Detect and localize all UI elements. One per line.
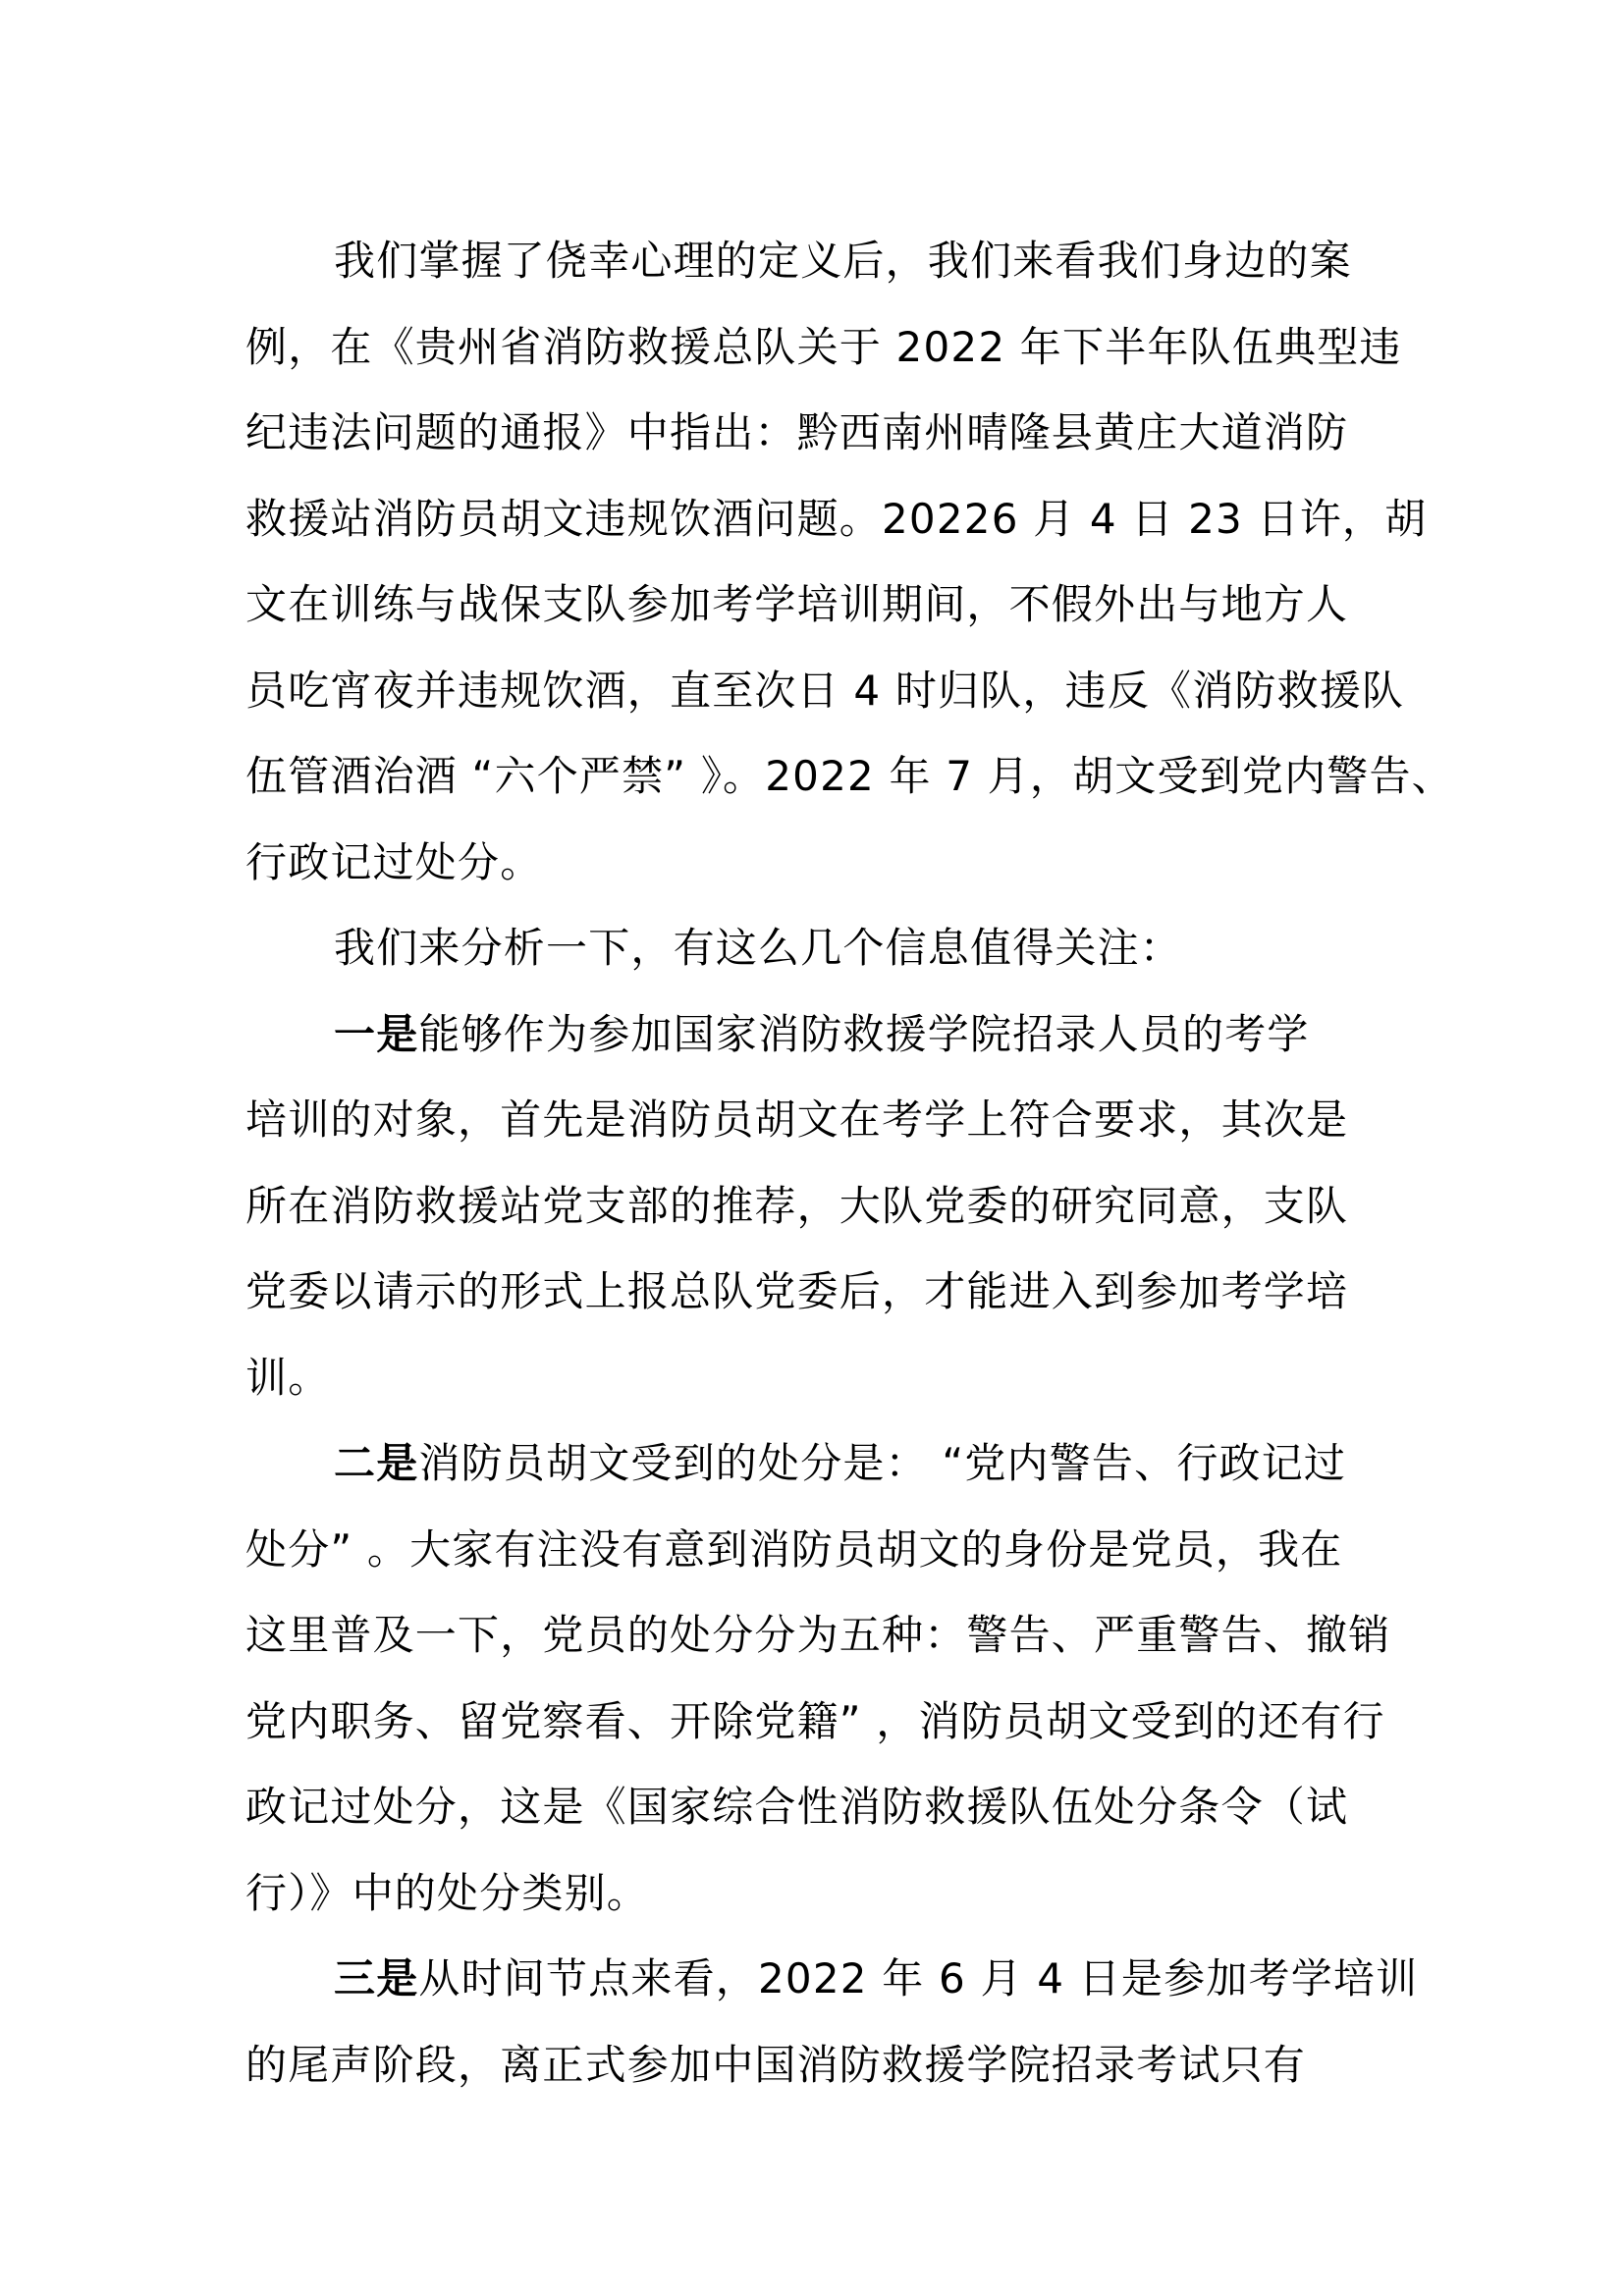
text-line: 救援站消防员胡文违规饮酒问题。20226 月 4 日 23 日许，胡 bbox=[245, 494, 1428, 543]
text-line: 行）》中的处分类别。 bbox=[245, 1868, 650, 1917]
paragraph-point-two bbox=[245, 1420, 1394, 1936]
text-line: 行政记过处分。 bbox=[245, 837, 543, 886]
point-lead-label: 三是 bbox=[334, 1954, 419, 2002]
text-line: 我们来分析一下，有这么几个信息值得关注： bbox=[334, 924, 1183, 972]
paragraph-intro-case bbox=[245, 218, 1454, 905]
text-line bbox=[245, 1420, 1394, 1507]
text-line: 训。 bbox=[245, 1353, 331, 1402]
text-span: 从时间节点来看，2022 年 6 月 4 日是参加考学培训 bbox=[418, 1954, 1419, 2002]
text-line: 纪违法问题的通报》中指出：黔西南州晴隆县黄庄大道消防 bbox=[245, 408, 1349, 456]
text-line bbox=[245, 991, 1394, 1078]
text-line: 党委以请示的形式上报总队党委后，才能进入到参加考学培 bbox=[245, 1267, 1349, 1315]
text-line: 例，在《贵州省消防救援总队关于 2022 年下半年队伍典型违 bbox=[245, 322, 1402, 371]
point-lead-label: 一是 bbox=[334, 1009, 419, 1058]
point-lead-label: 二是 bbox=[334, 1439, 419, 1487]
text-line: 伍管酒治酒 “六个严禁” 》。2022 年 7 月，胡文受到党内警告、 bbox=[245, 752, 1454, 800]
text-line: 政记过处分，这是《国家综合性消防救援队伍处分条令（试 bbox=[245, 1783, 1349, 1831]
document-page bbox=[245, 218, 1454, 2108]
text-line: 的尾声阶段，离正式参加中国消防救援学院招录考试只有 bbox=[245, 2040, 1307, 2089]
paragraph-point-three bbox=[245, 1936, 1419, 2108]
text-line: 培训的对象，首先是消防员胡文在考学上符合要求，其次是 bbox=[245, 1095, 1349, 1144]
paragraph-analysis-intro bbox=[245, 905, 1394, 991]
text-span: 能够作为参加国家消防救援学院招录人员的考学 bbox=[418, 1009, 1310, 1058]
text-line: 处分” 。大家有注没有意到消防员胡文的身份是党员，我在 bbox=[245, 1524, 1343, 1574]
text-line: 员吃宵夜并违规饮酒，直至次日 4 时归队，违反《消防救援队 bbox=[245, 666, 1405, 715]
text-line: 我们掌握了侥幸心理的定义后，我们来看我们身边的案 bbox=[334, 237, 1352, 285]
paragraph-point-one bbox=[245, 991, 1394, 1421]
text-line: 文在训练与战保支队参加考学培训期间，不假外出与地方人 bbox=[245, 580, 1349, 628]
text-span: 消防员胡文受到的处分是： “党内警告、行政记过 bbox=[418, 1439, 1347, 1487]
text-line bbox=[245, 1936, 1419, 2022]
text-line: 这里普及一下，党员的处分分为五种：警告、严重警告、撤销 bbox=[245, 1611, 1391, 1659]
text-line: 党内职务、留党察看、开除党籍” ，消防员胡文受到的还有行 bbox=[245, 1696, 1385, 1745]
text-line: 所在消防救援站党支部的推荐，大队党委的研究同意，支队 bbox=[245, 1181, 1349, 1230]
